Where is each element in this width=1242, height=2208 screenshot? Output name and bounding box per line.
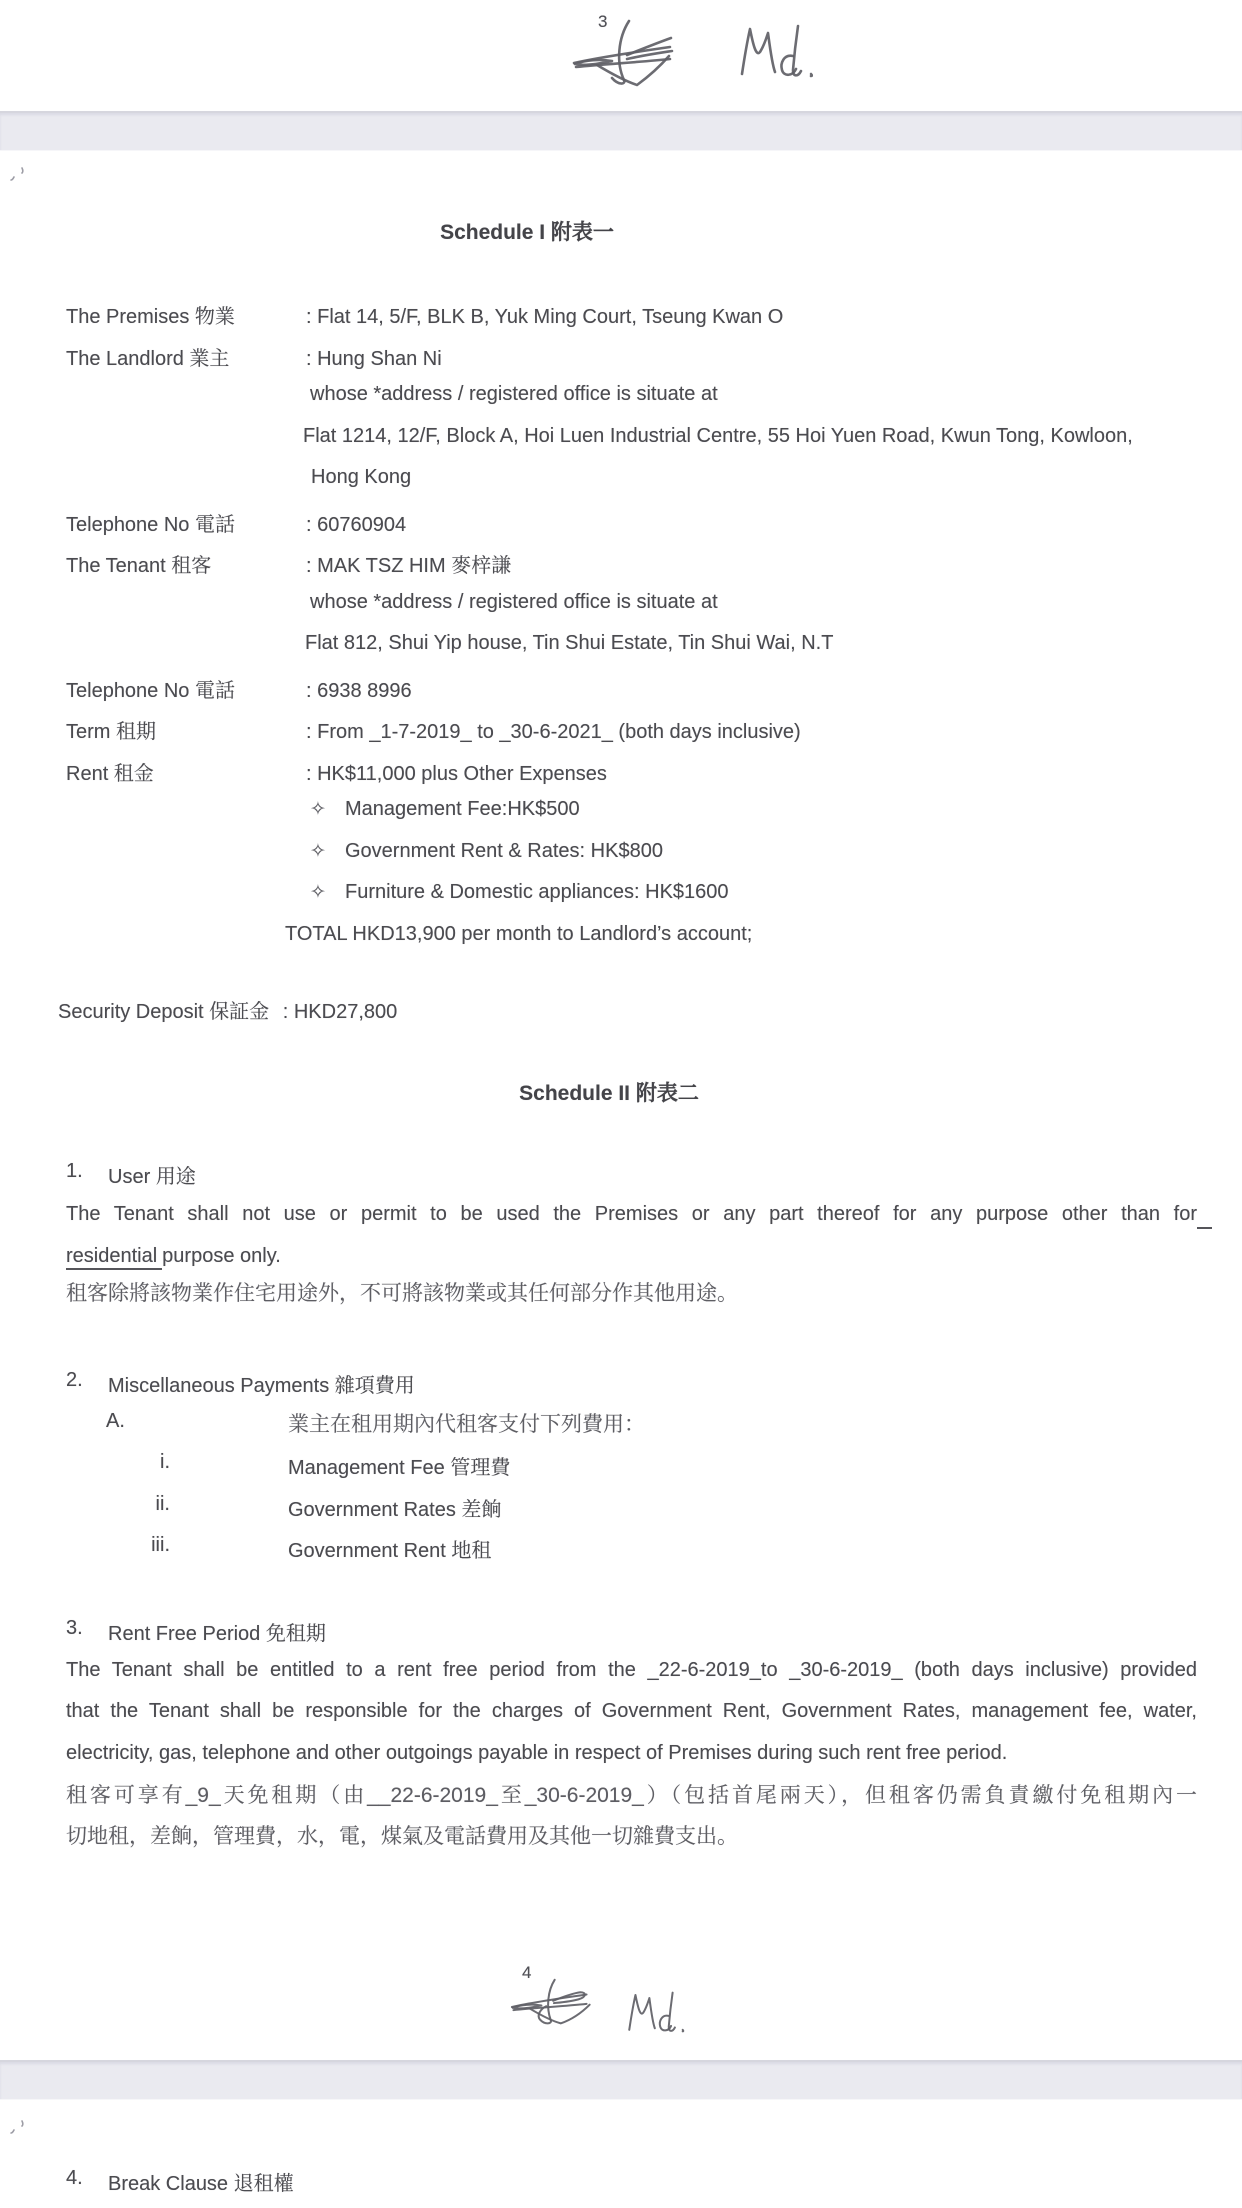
clause-2-number: 2. [66, 1369, 83, 1391]
premises-value: : Flat 14, 5/F, BLK B, Yuk Ming Court, Tseung Kwan O [306, 306, 784, 328]
clause-2-subitem-num: i. [160, 1451, 170, 1473]
clause-1-body-line2 [66, 1245, 1197, 1268]
clause-2-subitem-text: Government Rates 差餉 [288, 1499, 502, 1521]
tenant-initials-signature [737, 20, 829, 82]
rent-item-furniture-appliances [310, 881, 729, 904]
landlord-row [66, 342, 442, 371]
clause-3-body-line1: The Tenant shall be entitled to a rent free period from the _22-6-2019_to _30-6-2019_ (both days inclusive) provided [66, 1659, 1197, 1681]
clause-2-subitem-text: Government Rent 地租 [288, 1540, 492, 1562]
landlord-signature-scribble [496, 1972, 618, 2028]
term-value: : From _1-7-2019_ to _30-6-2021_ (both days inclusive) [306, 721, 801, 743]
tenant-label: The Tenant 租客 [66, 555, 212, 577]
tenant-address-intro: whose *address / registered office is situate at [310, 591, 718, 613]
landlord-telephone-row [66, 508, 406, 537]
clause-1-body-line1: The Tenant shall not use or permit to be used the Premises or any part thereof for any purpose other than for [66, 1203, 1197, 1225]
clause-2-item-a-text: 業主在租用期內代租客支付下列費用： [288, 1413, 645, 1436]
underline-continuation [1197, 1227, 1212, 1229]
clause-2-item-a-label: A. [106, 1410, 125, 1432]
rent-label: Rent 租金 [66, 763, 154, 785]
term-label: Term 租期 [66, 721, 156, 743]
telephone-label: Telephone No 電話 [66, 514, 235, 536]
premises-label: The Premises 物業 [66, 306, 235, 328]
underlined-word: residential [66, 1245, 162, 1270]
telephone-value: : 60760904 [306, 514, 407, 536]
rent-item-management-fee [310, 798, 580, 821]
security-deposit-label: Security Deposit 保証金 [58, 1001, 270, 1023]
tenant-address-line1: Flat 812, Shui Yip house, Tin Shui Estate, Tin Shui Wai, N.T [305, 632, 834, 654]
rent-row [66, 757, 607, 786]
page-separator [0, 2060, 1242, 2099]
security-deposit-row [58, 995, 397, 1024]
premises-row [66, 300, 783, 329]
clause-2-subitem-text: Management Fee 管理費 [288, 1457, 511, 1479]
clause-1-number: 1. [66, 1160, 83, 1182]
rent-item-text: Management Fee:HK$500 [345, 798, 580, 820]
tenant-telephone-row [66, 674, 412, 703]
rent-item-government-rent-rates [310, 840, 663, 863]
clause-2-subitem-num: iii. [151, 1534, 170, 1556]
landlord-signature-scribble [566, 18, 698, 90]
landlord-address-line2: Hong Kong [311, 466, 412, 488]
diamond-bullet-icon: ✧ [310, 799, 326, 820]
diamond-bullet-icon: ✧ [310, 841, 326, 862]
clause-4-number: 4. [66, 2167, 83, 2189]
total-line: TOTAL HKD13,900 per month to Landlord’s account; [285, 923, 753, 945]
page-number-3: 3 [598, 12, 608, 31]
clause-3-number: 3. [66, 1617, 83, 1639]
tenant-initials-signature [622, 1988, 700, 2036]
rent-item-text: Furniture & Domestic appliances: HK$1600 [345, 881, 729, 903]
schedule-1-title: Schedule I 附表一 [440, 221, 614, 244]
clause-1-body-line2-rest: purpose only. [162, 1245, 281, 1267]
landlord-address-intro: whose *address / registered office is situate at [310, 383, 718, 405]
tenant-row [66, 549, 511, 578]
scan-artifact [10, 2118, 40, 2136]
telephone-label: Telephone No 電話 [66, 680, 235, 702]
tenant-value: : MAK TSZ HIM 麥梓謙 [306, 555, 512, 577]
schedule-2-title: Schedule II 附表二 [519, 1082, 699, 1105]
clause-2-heading: Miscellaneous Payments 雜項費用 [108, 1375, 415, 1397]
clause-3-body-chinese-line1: 租客可享有_9_天免租期（由__22-6-2019_至_30-6-2019_）（包括首尾兩天），但租客仍需負責繳付免租期內一 [66, 1784, 1197, 1807]
clause-1-body-chinese: 租客除將該物業作住宅用途外，不可將該物業或其任何部分作其他用途。 [66, 1282, 738, 1305]
clause-3-heading: Rent Free Period 免租期 [108, 1623, 326, 1645]
clause-2-subitem-num: ii. [155, 1493, 170, 1515]
telephone-value: : 6938 8996 [306, 680, 412, 702]
clause-1-heading: User 用途 [108, 1166, 196, 1188]
security-deposit-value: : HKD27,800 [282, 1001, 398, 1023]
clause-3-body-line3: electricity, gas, telephone and other outgoings payable in respect of Premises during such rent free period. [66, 1742, 1008, 1764]
diamond-bullet-icon: ✧ [310, 882, 326, 903]
rent-value: : HK$11,000 plus Other Expenses [306, 763, 607, 785]
scan-artifact [10, 165, 40, 183]
landlord-value: : Hung Shan Ni [306, 348, 442, 370]
term-row [66, 715, 801, 744]
clause-4-heading: Break Clause 退租權 [108, 2173, 294, 2195]
clause-3-body-chinese-line2: 切地租，差餉，管理費，水，電，煤氣及電話費用及其他一切雜費支出。 [66, 1825, 738, 1848]
landlord-address-line1: Flat 1214, 12/F, Block A, Hoi Luen Industrial Centre, 55 Hoi Yuen Road, Kwun Tong, Kowloon, [303, 425, 1133, 447]
page-separator [0, 111, 1242, 150]
page-number-4: 4 [522, 1963, 532, 1982]
rent-item-text: Government Rent & Rates: HK$800 [345, 840, 663, 862]
landlord-label: The Landlord 業主 [66, 348, 230, 370]
clause-3-body-line2: that the Tenant shall be responsible for the charges of Government Rent, Government Rates, management fee, water, [66, 1700, 1197, 1722]
